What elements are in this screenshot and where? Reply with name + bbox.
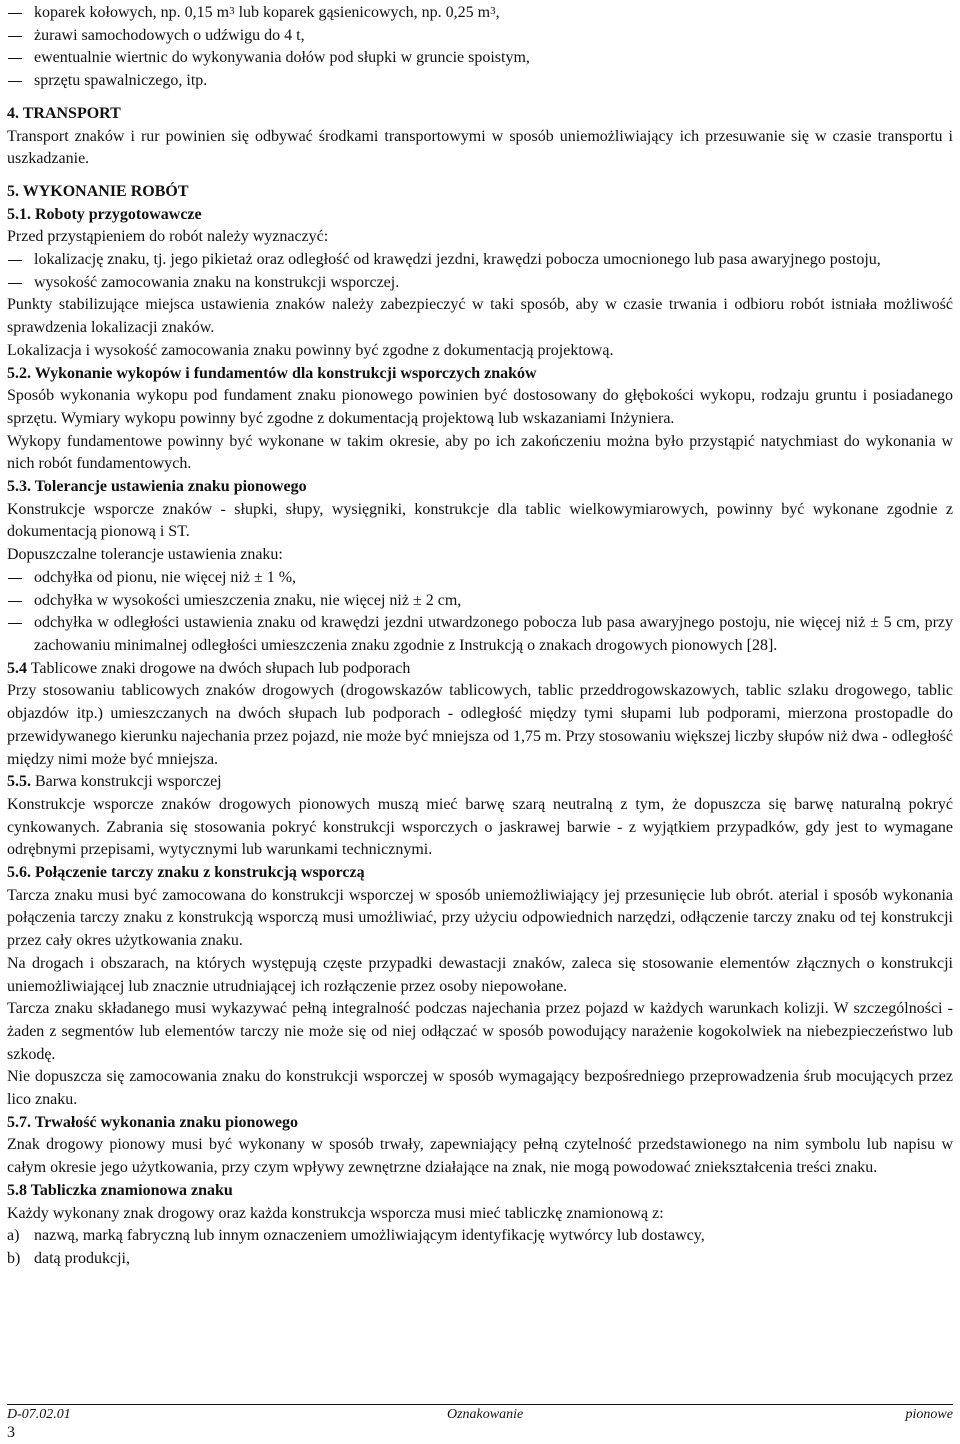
list-item: odchyłka w wysokości umieszczenia znaku, nie więcej niż ± 2 cm, — [7, 590, 953, 613]
subsection-heading-5-4: 5.4 Tablicowe znaki drogowe na dwóch słupach lub podporach — [7, 659, 411, 677]
spacer — [7, 171, 953, 181]
footer-subtitle: pionowe — [905, 1407, 953, 1422]
paragraph: Nie dopuszcza się zamocowania znaku do konstrukcji wsporczej w sposób wymagający bezpośredniego przeprowadzenia śrub mocujących przez lico znaku. — [7, 1068, 953, 1109]
spacer — [7, 93, 953, 103]
paragraph: Przed przystąpieniem do robót należy wyznaczyć: — [7, 228, 329, 246]
paragraph: Wykopy fundamentowe powinny być wykonane w takim okresie, aby po ich zakończeniu można było przystąpić natychmiast do wykonania w nich robót fundamentowych. — [7, 432, 953, 473]
paragraph: Przy stosowaniu tablicowych znaków drogowych (drogowskazów tablicowych, tablic przeddrogowskazowych, tablic szlaku drogowego, tablic objazdów itp.) umieszczanych na dwóch słupach lub podporach - odległość między tymi słupami lub podporami, mierzona prostopadle do przewidywanego kierunku najechania przez pojazd, nie może być mniejsza od 1,75 m. Przy stosowaniu większej liczby słupów niż dwa - odległość między nimi może być mniejsza. — [7, 682, 953, 768]
paragraph: Sposób wykonania wykopu pod fundament znaku pionowego powinien być dostosowany do głębokości wykopu, rodzaju gruntu i posiadanego sprzętu. Wymiary wykopu powinny być zgodne z dokumentacją projektową lub wskazaniami Inżyniera. — [7, 387, 953, 427]
subsection-heading-5-2: 5.2. Wykonanie wykopów i fundamentów dla konstrukcji wsporczych znaków — [7, 364, 537, 382]
paragraph: Konstrukcje wsporcze znaków - słupki, słupy, wysięgniki, konstrukcje dla tablic wielkowymiarowych, powinny być wykonane zgodnie z dokumentacją pionową i ST. — [7, 500, 953, 541]
footer-divider — [7, 1404, 953, 1405]
subsection-heading-5-8: 5.8 Tabliczka znamionowa znaku — [7, 1181, 233, 1199]
footer-title: Oznakowanie — [447, 1407, 524, 1422]
section-heading-transport: 4. TRANSPORT — [7, 104, 121, 122]
paragraph: Punkty stabilizujące miejsca ustawienia znaków należy zabezpieczyć w taki sposób, aby w czasie trwania i odbioru robót istniała możliwość sprawdzenia lokalizacji znaków. — [7, 296, 953, 337]
paragraph: Lokalizacja i wysokość zamocowania znaku powinny być zgodne z dokumentacją projektową. — [7, 341, 614, 359]
list-item: sprzętu spawalniczego, itp. — [7, 70, 953, 93]
paragraph: Na drogach i obszarach, na których występują częste przypadki dewastacji znaków, zaleca się stosowanie elementów złącznych o konstrukcji uniemożliwiającej lub znacznie utrudniającej ich rozłączenie przez osoby niepowołane. — [7, 954, 953, 995]
paragraph: Znak drogowy pionowy musi być wykonany w sposób trwały, zapewniający pełną czytelność przedstawionego na nim symbolu lub napisu w całym okresie jego użytkowania, przy czym wpływy zewnętrzne działające na znak, nie mogą powodować zniekształcenia treści znaku. — [7, 1136, 953, 1177]
list-item: odchyłka w odległości ustawienia znaku od krawędzi jezdni utwardzonego pobocza lub pasa awaryjnego postoju, nie więcej niż ± 5 cm, przy zachowaniu minimalnej odległości umieszczenia znaku zgodnie z Instrukcją o znakach drogowych pionowych [28]. — [7, 612, 953, 657]
subsection-heading-5-7: 5.7. Trwałość wykonania znaku pionowego — [7, 1113, 299, 1131]
paragraph: Konstrukcje wsporcze znaków drogowych pionowych muszą mieć barwę szarą neutralną z tym, że dopuszcza się barwę naturalną pokryć cynkowanych. Zabrania się stosowania pokryć konstrukcji wsporczych o jaskrawej barwie - z wyjątkiem przypadków, gdy jest to wymagane odrębnymi przepisami, wytycznymi lub warunkami technicznymi. — [7, 795, 953, 859]
list-item: wysokość zamocowania znaku na konstrukcji wsporczej. — [7, 272, 953, 295]
list-item: b) datą produkcji, — [7, 1249, 130, 1267]
list-item: lokalizację znaku, tj. jego pikietaż oraz odległość od krawędzi jezdni, krawędzi pobocza umocnionego lub pasa awaryjnego postoju, — [7, 249, 953, 272]
list-item: a) nazwą, marką fabryczną lub innym oznaczeniem umożliwiającym identyfikację wytwórcy lub dostawcy, — [7, 1227, 705, 1245]
subsection-heading-5-5: 5.5. Barwa konstrukcji wsporczej — [7, 773, 222, 791]
section-heading-works: 5. WYKONANIE ROBÓT — [7, 182, 189, 200]
subsection-heading-5-3: 5.3. Tolerancje ustawienia znaku pionowego — [7, 478, 307, 496]
list-item: ewentualnie wiertnic do wykonywania dołów pod słupki w gruncie spoistym, — [7, 47, 953, 70]
footer-code: D-07.02.01 — [7, 1407, 71, 1422]
page-number: 3 — [7, 1424, 15, 1441]
list-item: koparek kołowych, np. 0,15 $m^3$ lub koparek gąsienicowych, np. 0,25 $m^3$, — [7, 2, 953, 25]
paragraph: Dopuszczalne tolerancje ustawienia znaku: — [7, 546, 283, 564]
list-item: żurawi samochodowych o udźwigu do 4 t, — [7, 25, 953, 48]
list-item: odchyłka od pionu, nie więcej niż ± 1 %, — [7, 567, 953, 590]
subsection-heading-5-1: 5.1. Roboty przygotowawcze — [7, 205, 202, 223]
equipment-list — [7, 0, 953, 93]
subsection-heading-5-6: 5.6. Połączenie tarczy znaku z konstrukcją wsporczą — [7, 864, 365, 882]
paragraph: Każdy wykonany znak drogowy oraz każda konstrukcja wsporcza musi mieć tabliczkę znamionową z: — [7, 1204, 664, 1222]
paragraph: Tarcza znaku składanego musi wykazywać pełną integralność podczas najechania przez pojazd w każdych warunkach kolizji. W szczególności - żaden z segmentów lub elementów tarczy nie może się od niej odłączać w sposób powodujący narażenie kogokolwiek na niebezpieczeństwo lub szkodę. — [7, 1000, 953, 1063]
paragraph: Transport znaków i rur powinien się odbywać środkami transportowymi w sposób uniemożliwiający ich przesuwanie się w czasie transportu i uszkadzanie. — [7, 127, 953, 168]
paragraph: Tarcza znaku musi być zamocowana do konstrukcji wsporczej w sposób uniemożliwiający jej przesunięcie lub obrót. aterial i sposób wykonania połączenia tarczy znaku z konstrukcją wsporczą musi umożliwiać, przy użyciu odpowiednich narzędzi, odłączenie tarczy znaku od tej konstrukcji przez cały okres użytkowania znaku. — [7, 886, 953, 950]
